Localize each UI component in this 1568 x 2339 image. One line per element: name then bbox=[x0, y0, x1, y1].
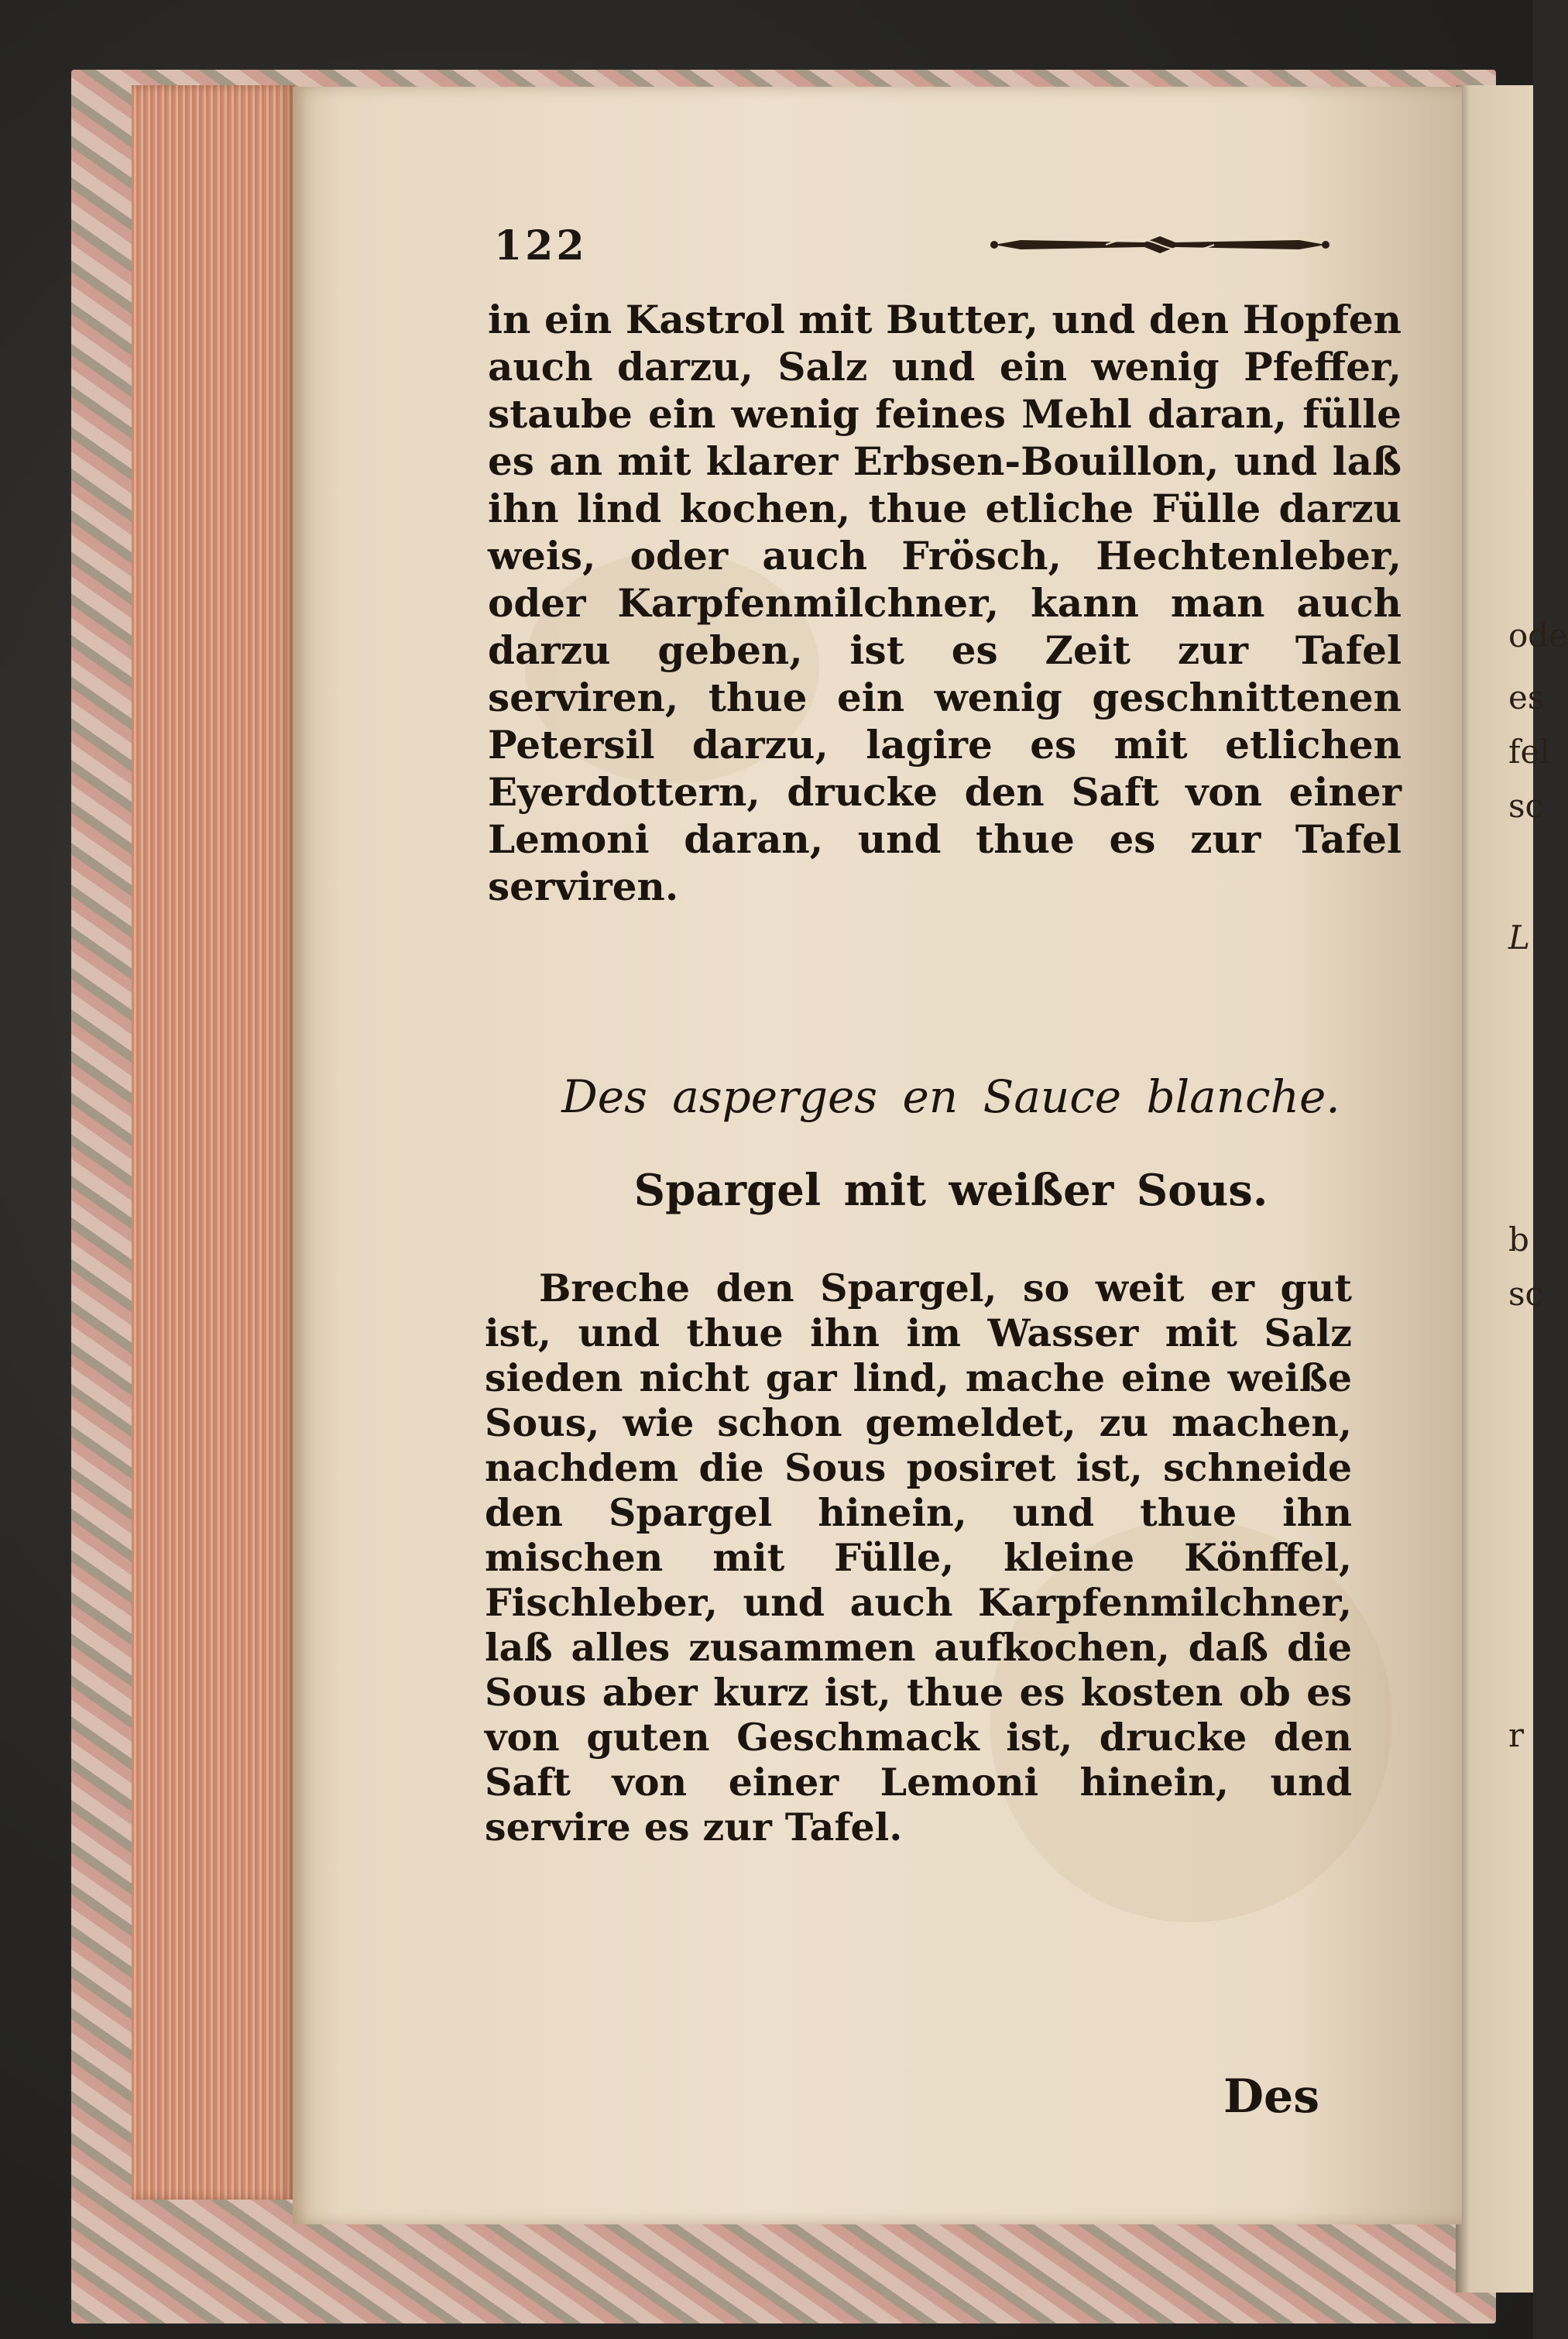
next-page-fragment: fel bbox=[1508, 733, 1550, 771]
book-page bbox=[293, 87, 1462, 2224]
ornament-rule-icon bbox=[990, 233, 1330, 256]
page-number: 122 bbox=[494, 222, 588, 270]
next-page-fragment: sc bbox=[1508, 1275, 1544, 1313]
next-page-fragment: L bbox=[1508, 919, 1530, 957]
recipe-title-german: Spargel mit weißer Sous. bbox=[633, 1165, 1268, 1216]
next-page-fragment: sc bbox=[1508, 787, 1544, 825]
next-page-fragment: es bbox=[1508, 678, 1545, 716]
page-stack-edge bbox=[132, 85, 294, 2200]
next-page-fragment: b bbox=[1508, 1221, 1529, 1259]
next-page-fragment: r bbox=[1508, 1716, 1525, 1754]
running-head bbox=[494, 222, 1384, 269]
paragraph-continued-recipe: in ein Kastrol mit Butter, und den Hopfen auch darzu, Salz und ein wenig Pfeffer, staube ein wenig feines Mehl daran, fülle es an mit klarer Erbsen-Bouillon, und laß ihn lind kochen, thue etliche Fülle darzu weis, oder auch Frösch, Hechtenleber, oder Karpfenmilchner, kann man auch darzu geben, ist es Zeit zur Tafel serviren, thue ein wenig geschnittenen Petersil darzu, lagire es mit etlichen Eyerdottern, drucke den Saft von einer Lemoni daran, und thue es zur Tafel serviren. bbox=[488, 297, 1402, 909]
next-page-edge bbox=[1456, 85, 1533, 2293]
paragraph-asparagus-recipe: Breche den Spargel, so weit er gut ist, und thue ihn im Wasser mit Salz sieden nicht gar lind, mache eine weiße Sous, wie schon gemeldet, zu machen, nachdem die Sous posiret ist, schneide den Spargel hinein, und thue ihn mischen mit Fülle, kleine Könffel, Fischleber, und auch Karpfenmilchner, laß alles zusammen aufkochen, daß die Sous aber kurz ist, thue es kosten ob es von guten Geschmack ist, drucke den Saft von einer Lemoni hinein, und servire es zur Tafel. bbox=[485, 1266, 1352, 1850]
catchword: Des bbox=[1223, 2069, 1319, 2124]
next-page-fragment: ode bbox=[1508, 617, 1568, 654]
recipe-title-french: Des asperges en Sauce blanche. bbox=[561, 1070, 1340, 1123]
